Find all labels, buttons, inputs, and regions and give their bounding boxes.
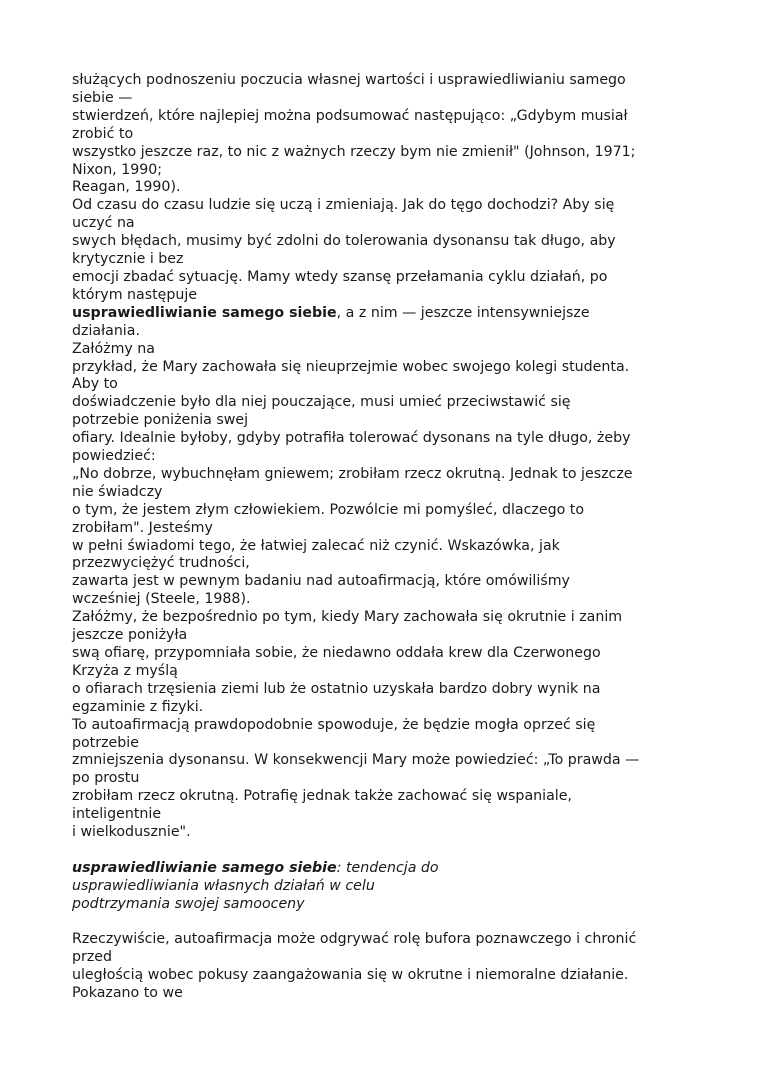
text-line: uczyć na [72, 215, 135, 232]
text-line: Od czasu do czasu ludzie się uczą i zmieniają. Jak do tęgo dochodzi? Aby się [72, 197, 615, 214]
text-line: egzaminie z fizyki. [72, 698, 204, 715]
definition-box [72, 860, 692, 914]
text-line: zmniejszenia dysonansu. W konsekwencji Mary może powiedzieć: „To prawda — [72, 752, 640, 769]
text-line: potrzebie poniżenia swej [72, 412, 249, 429]
text-line: swych błędach, musimy być zdolni do tolerowania dysonansu tak długo, aby [72, 233, 616, 250]
text-line: doświadczenie było dla niej pouczające, musi umieć przeciwstawić się [72, 394, 571, 411]
blank-line [72, 914, 692, 932]
text-line: Nixon, 1990; [72, 161, 163, 178]
definition-first-line [72, 860, 692, 878]
definition-term: usprawiedliwianie samego siebie [72, 859, 337, 876]
definition-line: podtrzymania swojej samooceny [72, 895, 305, 912]
text-line: którym następuje [72, 286, 198, 303]
body-text [72, 72, 692, 1003]
text-line: siebie — [72, 89, 133, 106]
text-line: zrobiłam". Jesteśmy [72, 519, 213, 536]
text-line: przykład, że Mary zachowała się nieuprzejmie wobec swojego kolegi studenta. [72, 358, 630, 375]
text-line: potrzebie [72, 734, 139, 751]
text-line: po prostu [72, 770, 140, 787]
text-line: Załóżmy na [72, 340, 155, 357]
text-line: o ofiarach trzęsienia ziemi lub że ostatnio uzyskała bardzo dobry wynik na [72, 680, 601, 697]
text-line: Krzyża z myślą [72, 662, 178, 679]
text-line: jeszcze poniżyła [72, 627, 188, 644]
text-line: służących podnoszeniu poczucia własnej wartości i usprawiedliwianiu samego [72, 72, 626, 88]
text-line: działania. [72, 322, 140, 339]
text-line: uległością wobec pokusy zaangażowania się w okrutne i niemoralne działanie. [72, 967, 629, 984]
text-line: stwierdzeń, które najlepiej można podsumować następująco: „Gdybym musiał [72, 107, 628, 124]
text-line: wszystko jeszcze raz, to nic z ważnych rzeczy bym nie zmienił" (Johnson, 1971; [72, 143, 636, 160]
term-line [72, 305, 692, 323]
text-line: Załóżmy, że bezpośrednio po tym, kiedy Mary zachowała się okrutnie i zanim [72, 609, 623, 626]
text-line: emocji zbadać sytuację. Mamy wtedy szansę przełamania cyklu działań, po [72, 268, 608, 285]
definition-line: usprawiedliwiania własnych działań w celu [72, 877, 375, 894]
text-line: ofiary. Idealnie byłoby, gdyby potrafiła tolerować dysonans na tyle długo, żeby [72, 430, 631, 447]
text-line: zawarta jest w pewnym badaniu nad autoafirmacją, które omówiliśmy [72, 573, 570, 590]
paragraph-1 [72, 72, 692, 323]
text-line: Rzeczywiście, autoafirmacja może odgrywać rolę bufora poznawczego i chronić [72, 931, 637, 948]
text-line: zrobić to [72, 125, 134, 142]
text-line: Reagan, 1990). [72, 179, 181, 196]
paragraph-2 [72, 323, 692, 842]
bold-term: usprawiedliwianie samego siebie [72, 304, 337, 321]
text-line: przed [72, 949, 113, 966]
text-line: powiedzieć: [72, 448, 156, 465]
text-line: przezwyciężyć trudności, [72, 555, 250, 572]
text-line: inteligentnie [72, 806, 162, 823]
text-line: Aby to [72, 376, 118, 393]
text-line: w pełni świadomi tego, że łatwiej zalecać niż czynić. Wskazówka, jak [72, 537, 560, 554]
text-line: To autoafirmacją prawdopodobnie spowoduje, że będzie mogła oprzeć się [72, 716, 596, 733]
text-line: „No dobrze, wybuchnęłam gniewem; zrobiłam rzecz okrutną. Jednak to jeszcze [72, 465, 633, 482]
definition-first-rest: : tendencja do [336, 859, 439, 876]
text-line: nie świadczy [72, 483, 163, 500]
term-line-rest: , a z nim — jeszcze intensywniejsze [336, 304, 590, 321]
text-line: krytycznie i bez [72, 251, 184, 268]
text-line: o tym, że jestem złym człowiekiem. Pozwólcie mi pomyśleć, dlaczego to [72, 501, 585, 518]
text-line: swą ofiarę, przypomniała sobie, że niedawno oddała krew dla Czerwonego [72, 645, 601, 661]
text-line: Pokazano to we [72, 985, 183, 1002]
text-line: zrobiłam rzecz okrutną. Potrafię jednak także zachować się wspaniale, [72, 788, 572, 805]
paragraph-3 [72, 931, 692, 1003]
blank-line [72, 842, 692, 860]
text-line: wcześniej (Steele, 1988). [72, 591, 251, 608]
text-line: i wielkodusznie". [72, 824, 191, 841]
